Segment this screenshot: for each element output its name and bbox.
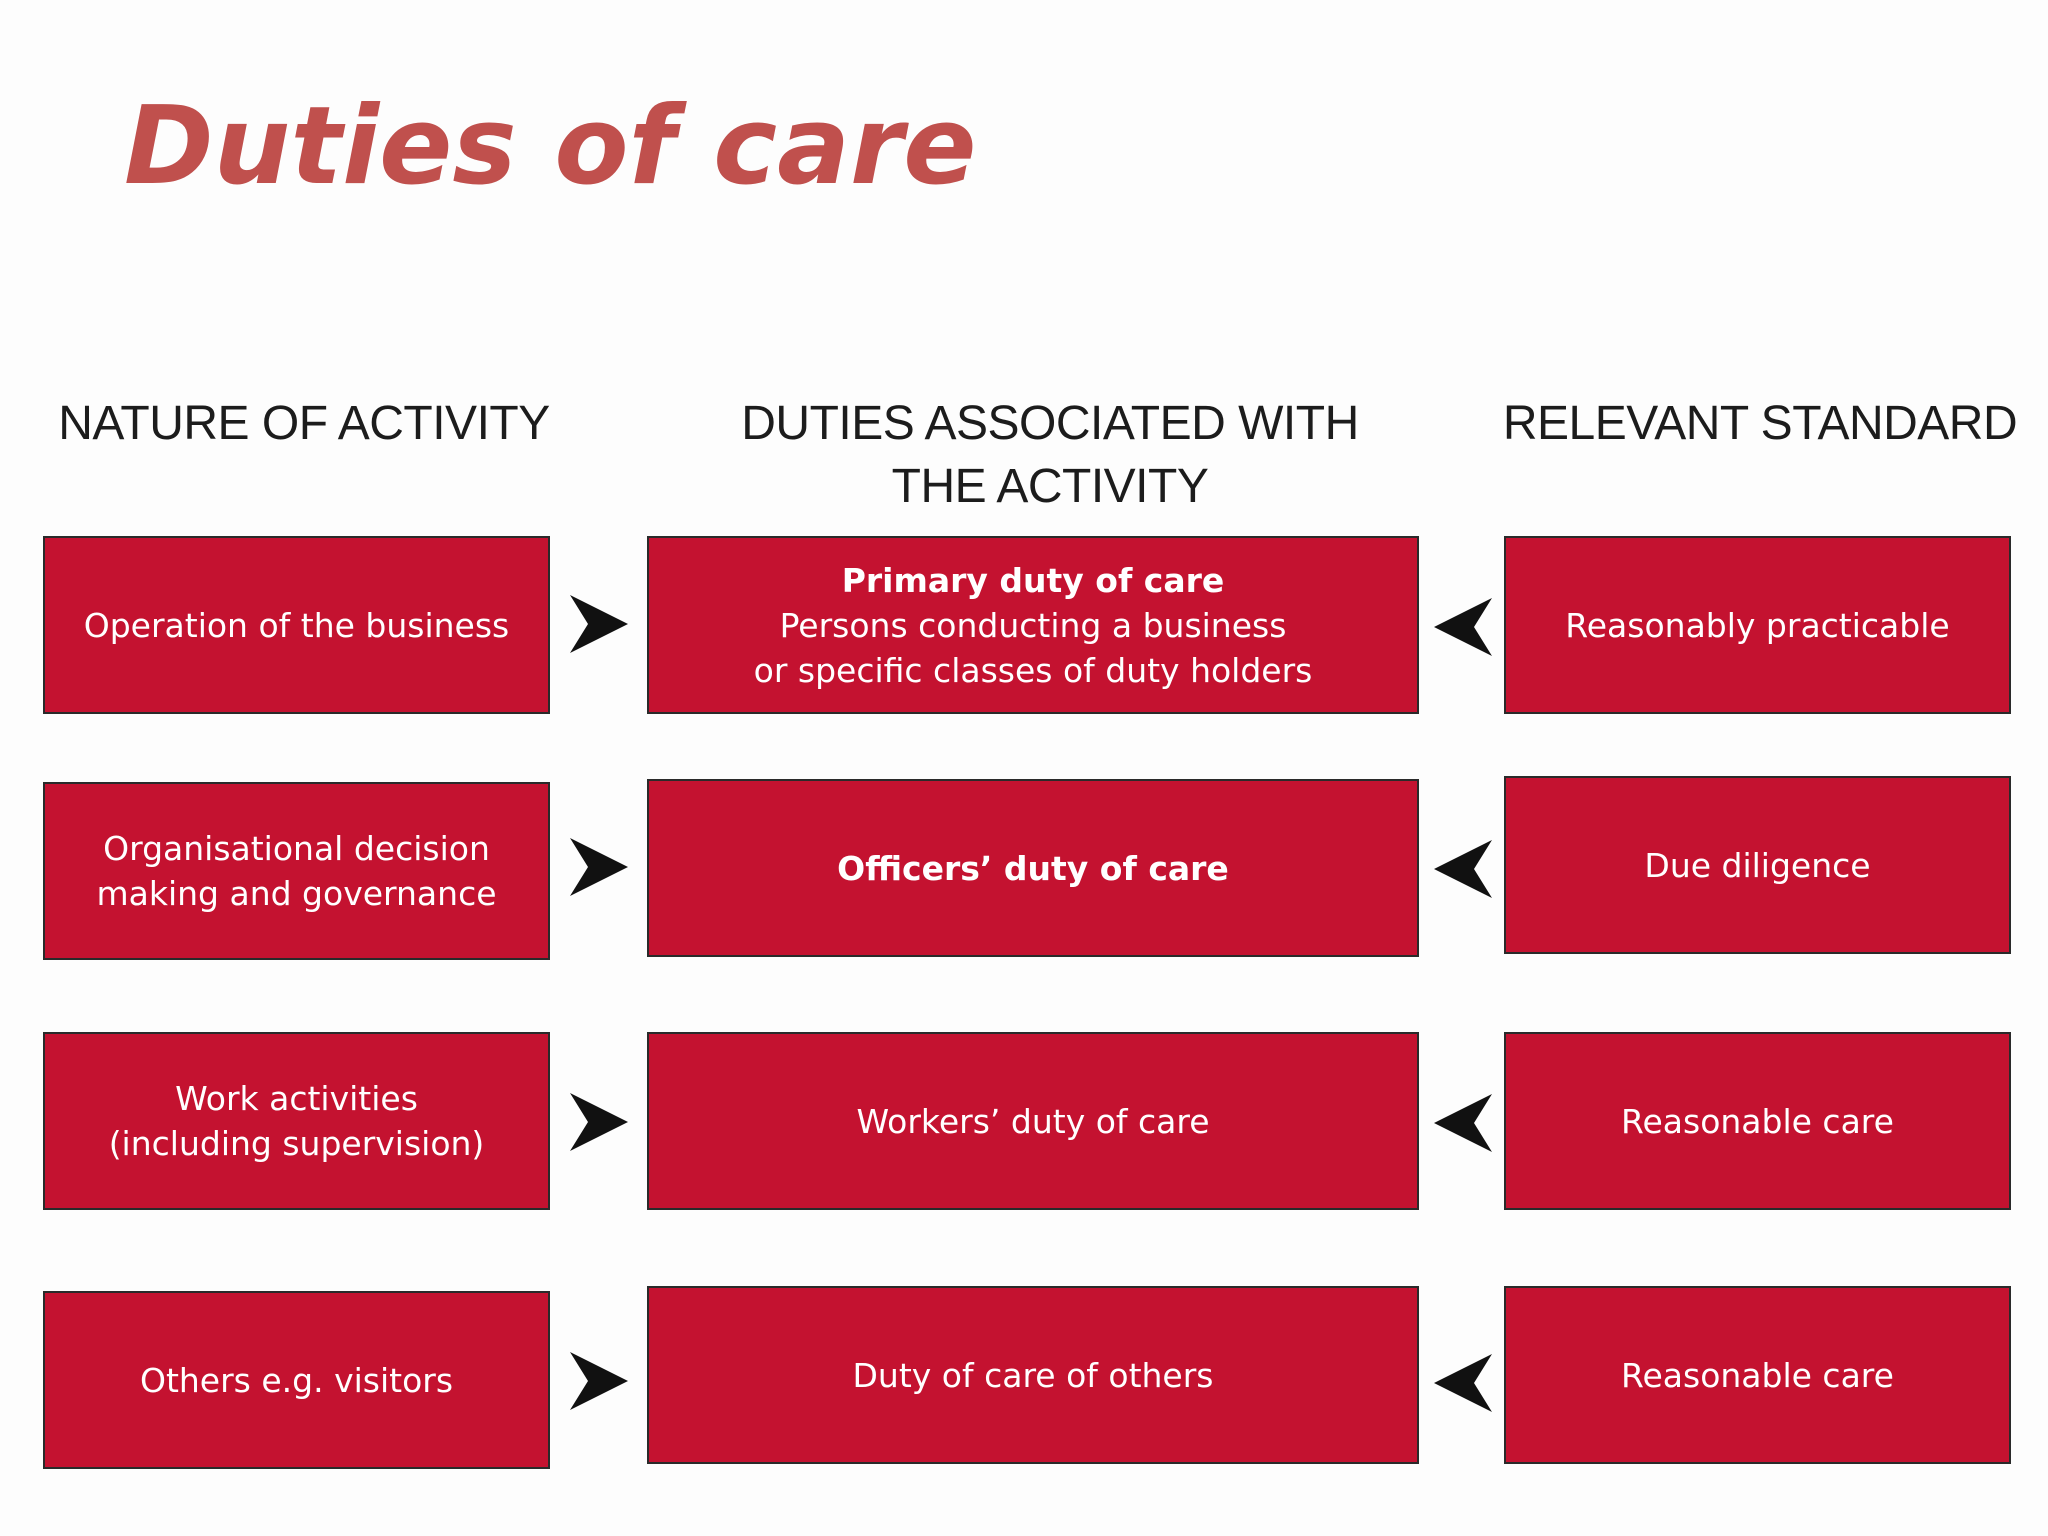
standard-box (1504, 1032, 2011, 1210)
arrow-right-icon (568, 836, 630, 898)
column-header-activity: NATURE OF ACTIVITY (58, 397, 550, 450)
activity-text: Organisational decision making and governance (96, 829, 497, 913)
arrow-left-shape (1434, 598, 1492, 656)
arrow-left-icon (1432, 1092, 1494, 1154)
arrow-left-shape (1434, 1354, 1492, 1412)
arrow-right-shape (570, 838, 628, 896)
arrow-right-icon (568, 1091, 630, 1153)
activity-text: Others e.g. visitors (139, 1360, 454, 1400)
arrow-right-shape (570, 1352, 628, 1410)
standard-text: Reasonable care (1621, 1101, 1894, 1141)
arrow-left-shape (1434, 1094, 1492, 1152)
arrow-right-shape (570, 595, 628, 653)
column-header-standard: RELEVANT STANDARD (1502, 397, 2018, 450)
standard-text: Due diligence (1644, 845, 1871, 885)
standard-box (1504, 776, 2011, 954)
arrow-left-icon (1432, 838, 1494, 900)
arrow-left-shape (1434, 840, 1492, 898)
standard-text: Reasonably practicable (1565, 605, 1950, 645)
arrow-right-shape (570, 1093, 628, 1151)
activity-text: Work activities (including supervision) (108, 1079, 485, 1163)
arrow-left-icon (1432, 1352, 1494, 1414)
activity-box (43, 1291, 550, 1469)
arrow-left-icon (1432, 596, 1494, 658)
duty-text: Persons conducting a business or specific classes of duty holders (753, 605, 1313, 690)
column-header-duties: DUTIES ASSOCIATED WITH THE ACTIVITY (741, 397, 1359, 513)
activity-box (43, 782, 550, 960)
activity-box (43, 536, 550, 714)
duty-box (647, 779, 1419, 957)
standard-box (1504, 1286, 2011, 1464)
standard-box (1504, 536, 2011, 714)
arrow-right-icon (568, 593, 630, 655)
duty-text: Workers’ duty of care (856, 1101, 1210, 1141)
duty-text: Duty of care of others (852, 1355, 1214, 1395)
activity-box (43, 1032, 550, 1210)
arrow-right-icon (568, 1350, 630, 1412)
duty-heading: Primary duty of care (841, 560, 1225, 600)
page-title: Duties of care (124, 84, 977, 209)
duty-box (647, 1032, 1419, 1210)
duty-box (647, 1286, 1419, 1464)
duty-heading: Officers’ duty of care (837, 848, 1229, 888)
duty-box (647, 536, 1419, 714)
standard-text: Reasonable care (1621, 1355, 1894, 1395)
activity-text: Operation of the business (83, 605, 510, 645)
